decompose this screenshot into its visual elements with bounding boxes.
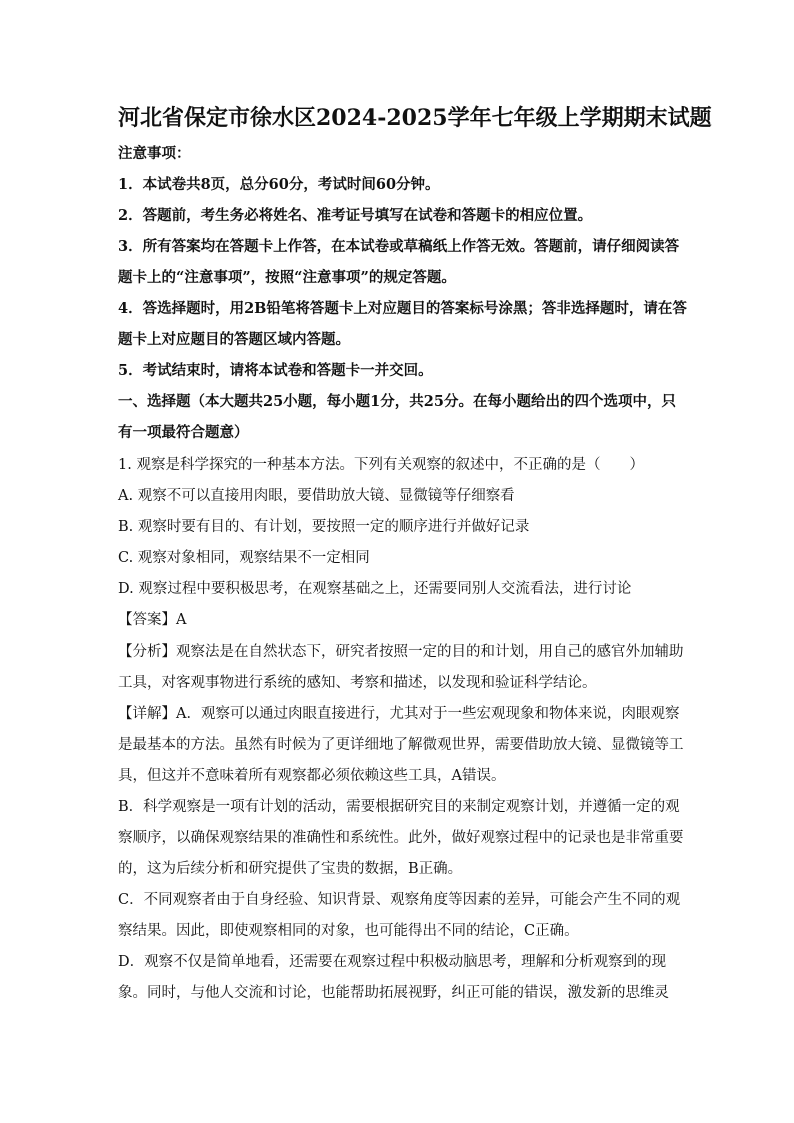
detail-line-9: D．观察不仅是简单地看，还需要在观察过程中积极动脑思考，理解和分析观察到的现 bbox=[118, 954, 667, 970]
section-heading-line-2: 有一项最符合题意） bbox=[118, 424, 249, 441]
analysis-line-2: 工具，对客观事物进行系统的感知、考察和描述，以发现和验证科学结论。 bbox=[118, 675, 597, 691]
question-1-option-b: B. 观察时要有目的、有计划，要按照一定的顺序进行并做好记录 bbox=[118, 519, 530, 535]
question-1-stem: 1. 观察是科学探究的一种基本方法。下列有关观察的叙述中，不正确的是（ ） bbox=[118, 457, 644, 473]
detail-line-3: 具，但这并不意味着所有观察都必须依赖这些工具，A错误。 bbox=[118, 768, 506, 784]
detail-line-8: 察结果。因此，即使观察相同的对象，也可能得出不同的结论，C正确。 bbox=[118, 923, 579, 939]
notice-line-3a: 3．所有答案均在答题卡上作答，在本试卷或草稿纸上作答无效。答题前，请仔细阅读答 bbox=[118, 238, 680, 255]
notice-line-5: 5．考试结束时，请将本试卷和答题卡一并交回。 bbox=[118, 362, 433, 379]
detail-line-7: C．不同观察者由于自身经验、知识背景、观察角度等因素的差异，可能会产生不同的观 bbox=[118, 892, 681, 908]
answer-line: 【答案】A bbox=[118, 612, 187, 628]
notice-heading: 注意事项： bbox=[118, 145, 191, 162]
notice-line-4b: 题卡上对应题目的答题区域内答题。 bbox=[118, 331, 350, 348]
detail-line-10: 象。同时，与他人交流和讨论，也能帮助拓展视野，纠正可能的错误，激发新的思维灵 bbox=[118, 985, 669, 1001]
question-1-option-c: C. 观察对象相同，观察结果不一定相同 bbox=[118, 550, 370, 566]
notice-line-2: 2．答题前，考生务必将姓名、准考证号填写在试卷和答题卡的相应位置。 bbox=[118, 207, 593, 224]
question-1-option-a: A. 观察不可以直接用肉眼，要借助放大镜、显微镜等仔细察看 bbox=[118, 488, 515, 504]
detail-line-2: 是最基本的方法。虽然有时候为了更详细地了解微观世界，需要借助放大镜、显微镜等工 bbox=[118, 737, 684, 753]
notice-line-3b: 题卡上的“注意事项”，按照“注意事项”的规定答题。 bbox=[118, 269, 456, 286]
analysis-line-1: 【分析】观察法是在自然状态下，研究者按照一定的目的和计划，用自己的感官外加辅助 bbox=[118, 644, 684, 660]
notice-line-1: 1．本试卷共8页，总分60分，考试时间60分钟。 bbox=[118, 176, 440, 193]
section-heading-line-1: 一、选择题（本大题共25小题，每小题1分，共25分。在每小题给出的四个选项中，只 bbox=[118, 393, 676, 410]
page-title: 河北省保定市徐水区2024-2025学年七年级上学期期末试题 bbox=[118, 105, 712, 131]
detail-line-1: 【详解】A．观察可以通过肉眼直接进行，尤其对于一些宏观现象和物体来说，肉眼观察 bbox=[118, 706, 680, 722]
question-1-option-d: D. 观察过程中要积极思考，在观察基础之上，还需要同别人交流看法，进行讨论 bbox=[118, 581, 632, 597]
detail-line-6: 的，这为后续分析和研究提供了宝贵的数据，B正确。 bbox=[118, 861, 463, 877]
detail-line-4: B．科学观察是一项有计划的活动，需要根据研究目的来制定观察计划，并遵循一定的观 bbox=[118, 799, 680, 815]
notice-line-4a: 4．答选择题时，用2B铅笔将答题卡上对应题目的答案标号涂黑；答非选择题时，请在答 bbox=[118, 300, 687, 317]
detail-line-5: 察顺序，以确保观察结果的准确性和系统性。此外，做好观察过程中的记录也是非常重要 bbox=[118, 830, 684, 846]
